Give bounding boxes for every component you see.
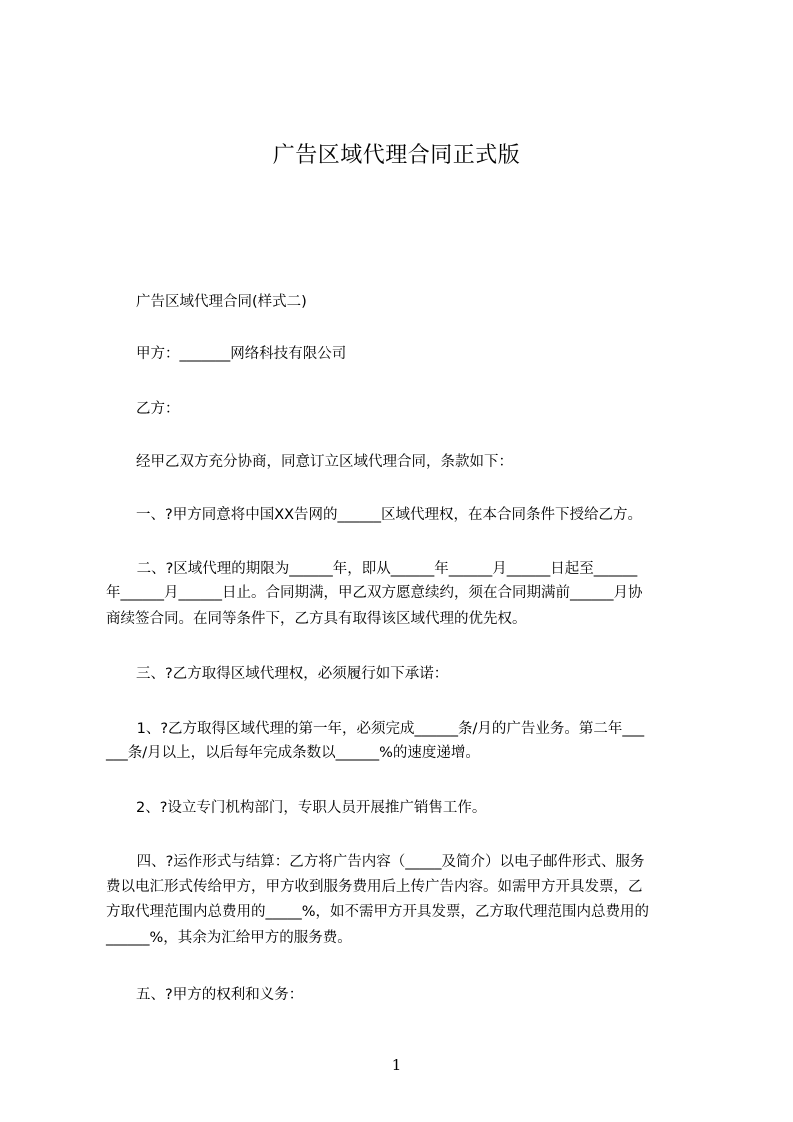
page-number: 1 bbox=[391, 1056, 402, 1074]
clause-2-line-3: 商续签合同。在同等条件下，乙方具有取得该区域代理的优先权。 bbox=[106, 611, 527, 627]
clause-3-item-2: 2、?设立专门机构部门，专职人员开展推广销售工作。 bbox=[136, 800, 487, 816]
party-b-line: 乙方： bbox=[136, 401, 180, 417]
intro-paragraph: 经甲乙双方充分协商，同意订立区域代理合同，条款如下： bbox=[136, 454, 513, 470]
clause-4-line-1: 四、?运作形式与结算：乙方将广告内容（_____及简介）以电子邮件形式、服务 bbox=[132, 854, 645, 870]
clause-4-line-2: 费以电汇形式传给甲方，甲方收到服务费用后上传广告内容。如需甲方开具发票，乙 bbox=[106, 879, 643, 895]
clause-1: 一、?甲方同意将中国XX告网的______区域代理权，在本合同条件下授给乙方。 bbox=[136, 507, 643, 523]
contract-subtitle: 广告区域代理合同(样式二) bbox=[136, 294, 307, 310]
clause-4-line-3: 方取代理范围内总费用的_____%，如不需甲方开具发票，乙方取代理范围内总费用的 bbox=[106, 904, 650, 920]
clause-3-item-1-line-2: ___条/月以上，以后每年完成条数以______%的速度递增。 bbox=[106, 745, 480, 761]
party-a-line: 甲方：_______网络科技有限公司 bbox=[136, 346, 347, 362]
clause-3-item-1-line-1: 1、?乙方取得区域代理的第一年，必须完成______条/月的广告业务。第二年___ bbox=[132, 721, 645, 737]
clause-4-line-4: ______%，其余为汇给甲方的服务费。 bbox=[106, 930, 352, 946]
clause-2-line-1: 二、?区域代理的期限为______年，即从______年______月______日起至______ bbox=[132, 561, 638, 577]
clause-3-heading: 三、?乙方取得区域代理权，必须履行如下承诺： bbox=[136, 666, 449, 682]
document-title: 广告区域代理合同正式版 bbox=[272, 143, 521, 168]
clause-2-line-2: 年______月______日止。合同期满，甲乙双方愿意续约，须在合同期满前______月协 bbox=[106, 585, 643, 601]
clause-5-heading: 五、?甲方的权利和义务： bbox=[136, 987, 304, 1003]
